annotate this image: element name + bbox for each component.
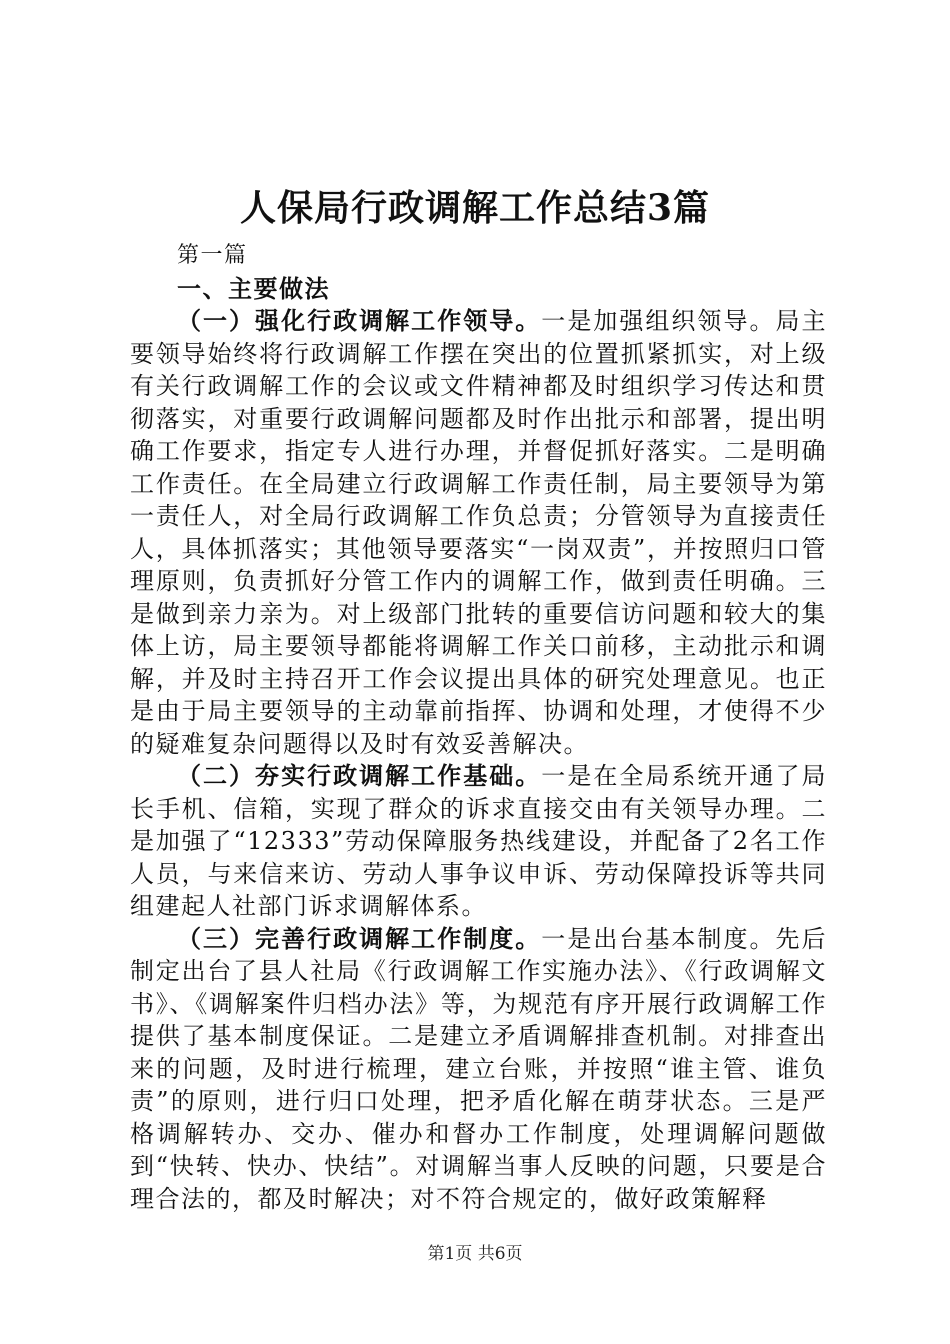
chapter-label: 第一篇 <box>177 243 248 268</box>
paragraph-3-lead: （三）完善行政调解工作制度。 <box>177 923 542 953</box>
page-footer: 第1页 共6页 <box>427 1244 523 1264</box>
paragraph-3 <box>130 923 827 1216</box>
document-body <box>130 240 827 1215</box>
paragraph-3-body: 一是出台基本制度。先后制定出台了县人社局《行政调解工作实施办法》、《行政调解文书》、《调解案件归档办法》等，为规范有序开展行政调解工作提供了基本制度保证。二是建立矛盾调解排查机制。对排查出来的问题，及时进行梳理，建立台账，并按照“谁主管、谁负责”的原则，进行归口处理，把矛盾化解在萌芽状态。三是严格调解转办、交办、催办和督办工作制度，处理调解问题做到“快转、快办、快结”。对调解当事人反映的问题，只要是合理合法的，都及时解决；对不符合规定的，做好政策解释 <box>130 924 828 1213</box>
paragraph-1-body: 一是加强组织领导。局主要领导始终将行政调解工作摆在突出的位置抓紧抓实，对上级有关行政调解工作的会议或文件精神都及时组织学习传达和贯彻落实，对重要行政调解问题都及时作出批示和部署，提出明确工作要求，指定专人进行办理，并督促抓好落实。二是明确工作责任。在全局建立行政调解工作责任制，局主要领导为第一责任人，对全局行政调解工作负总责；分管领导为直接责任人，具体抓落实；其他领导要落实“一岗双责”，并按照归口管理原则，负责抓好分管工作内的调解工作，做到责任明确。三是做到亲力亲为。对上级部门批转的重要信访问题和较大的集体上访，局主要领导都能将调解工作关口前移，主动批示和调解，并及时主持召开工作会议提出具体的研究处理意见。也正是由于局主要领导的主动靠前指挥、协调和处理，才使得不少的疑难复杂问题得以及时有效妥善解决。 <box>130 307 828 758</box>
paragraph-2 <box>130 760 827 923</box>
paragraph-1-lead: （一）强化行政调解工作领导。 <box>177 306 542 335</box>
section-heading: 一、主要做法 <box>177 273 330 303</box>
paragraph-2-body: 一是在全局系统开通了局长手机、信箱，实现了群众的诉求直接交由有关领导办理。二是加强了“12333”劳动保障服务热线建设，并配备了2名工作人员，与来信来访、劳动人事争议申诉、劳动保障投诉等共同组建起人社部门诉求调解体系。 <box>130 762 828 920</box>
paragraph-1 <box>130 305 827 760</box>
paragraph-2-lead: （二）夯实行政调解工作基础。 <box>177 761 542 790</box>
document-title: 人保局行政调解工作总结3篇 <box>239 187 711 229</box>
